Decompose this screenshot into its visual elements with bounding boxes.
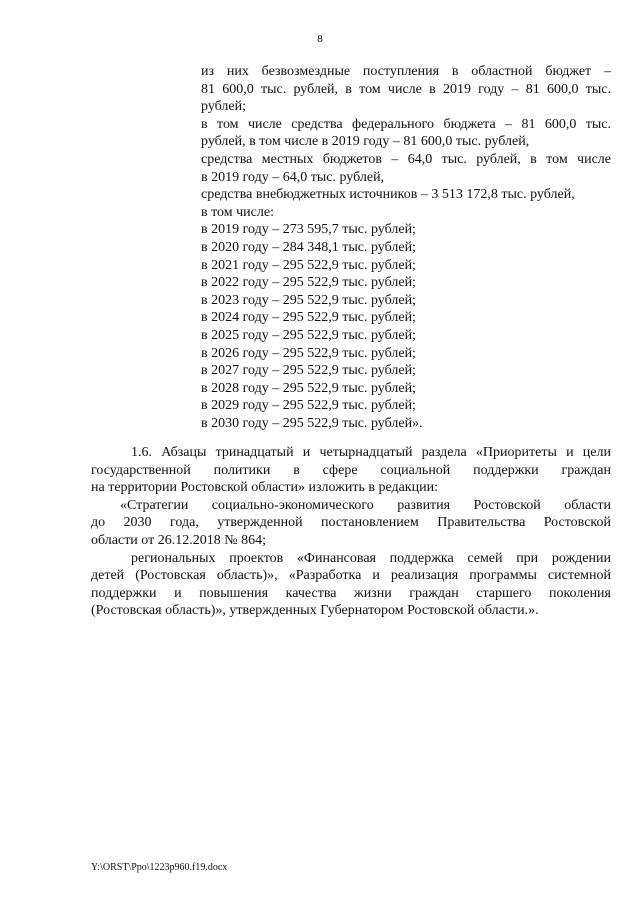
text-line: в том числе: <box>201 204 274 220</box>
text-line: государственной политики в сфере социальной поддержки граждан <box>91 462 611 478</box>
file-path-footer: Y:\ORST\Ppo\1223p960.f19.docx <box>91 862 228 873</box>
text-line: рублей; <box>201 99 246 115</box>
yearly-funding-item: в 2021 году – 295 522,9 тыс. рублей; <box>201 257 416 273</box>
yearly-funding-item: в 2019 году – 273 595,7 тыс. рублей; <box>201 222 416 238</box>
text-line: 81 600,0 тыс. рублей, в том числе в 2019 году – 81 600,0 тыс. <box>201 81 611 97</box>
text-line: на территории Ростовской области» изложить в редакции: <box>91 480 438 496</box>
text-line: региональных проектов «Финансовая поддержка семей при рождении <box>131 550 611 566</box>
text-line: средства местных бюджетов – 64,0 тыс. рублей, в том числе <box>201 151 611 167</box>
section-1-6 <box>91 444 611 620</box>
text-line: 1.6. Абзацы тринадцатый и четырнадцатый раздела «Приоритеты и цели <box>131 445 611 460</box>
text-line: в 2019 году – 64,0 тыс. рублей, <box>201 169 385 185</box>
text-line: из них безвозмездные поступления в областной бюджет – <box>201 64 611 79</box>
text-line: области от 26.12.2018 № 864; <box>91 532 266 548</box>
text-line: (Ростовская область)», утвержденных Губернатором Ростовской области.». <box>91 603 539 619</box>
text-line: в том числе средства федерального бюджета – 81 600,0 тыс. <box>201 116 611 132</box>
yearly-funding-item: в 2027 году – 295 522,9 тыс. рублей; <box>201 363 416 379</box>
funding-block <box>201 63 611 432</box>
text-line: детей (Ростовская область)», «Разработка и реализация программы системной <box>91 568 611 584</box>
yearly-funding-item: в 2030 году – 295 522,9 тыс. рублей». <box>201 415 423 431</box>
text-line: рублей, в том числе в 2019 году – 81 600,0 тыс. рублей, <box>201 134 530 150</box>
text-line: средства внебюджетных источников – 3 513 172,8 тыс. рублей, <box>201 187 575 203</box>
page-number: 8 <box>317 33 323 45</box>
yearly-funding-item: в 2026 году – 295 522,9 тыс. рублей; <box>201 345 416 361</box>
yearly-funding-item: в 2028 году – 295 522,9 тыс. рублей; <box>201 380 416 396</box>
yearly-funding-item: в 2023 году – 295 522,9 тыс. рублей; <box>201 292 416 308</box>
yearly-funding-item: в 2025 году – 295 522,9 тыс. рублей; <box>201 327 416 343</box>
text-line: до 2030 года, утвержденной постановлением Правительства Ростовской <box>91 515 611 531</box>
yearly-funding-item: в 2029 году – 295 522,9 тыс. рублей; <box>201 398 416 414</box>
yearly-funding-item: в 2020 году – 284 348,1 тыс. рублей; <box>201 239 416 255</box>
yearly-funding-list <box>201 221 611 432</box>
text-line: «Стратегии социально-экономического развития Ростовской области <box>120 497 611 513</box>
yearly-funding-item: в 2022 году – 295 522,9 тыс. рублей; <box>201 275 416 291</box>
yearly-funding-item: в 2024 году – 295 522,9 тыс. рублей; <box>201 310 416 326</box>
text-line: поддержки и повышения качества жизни граждан старшего поколения <box>91 585 611 601</box>
